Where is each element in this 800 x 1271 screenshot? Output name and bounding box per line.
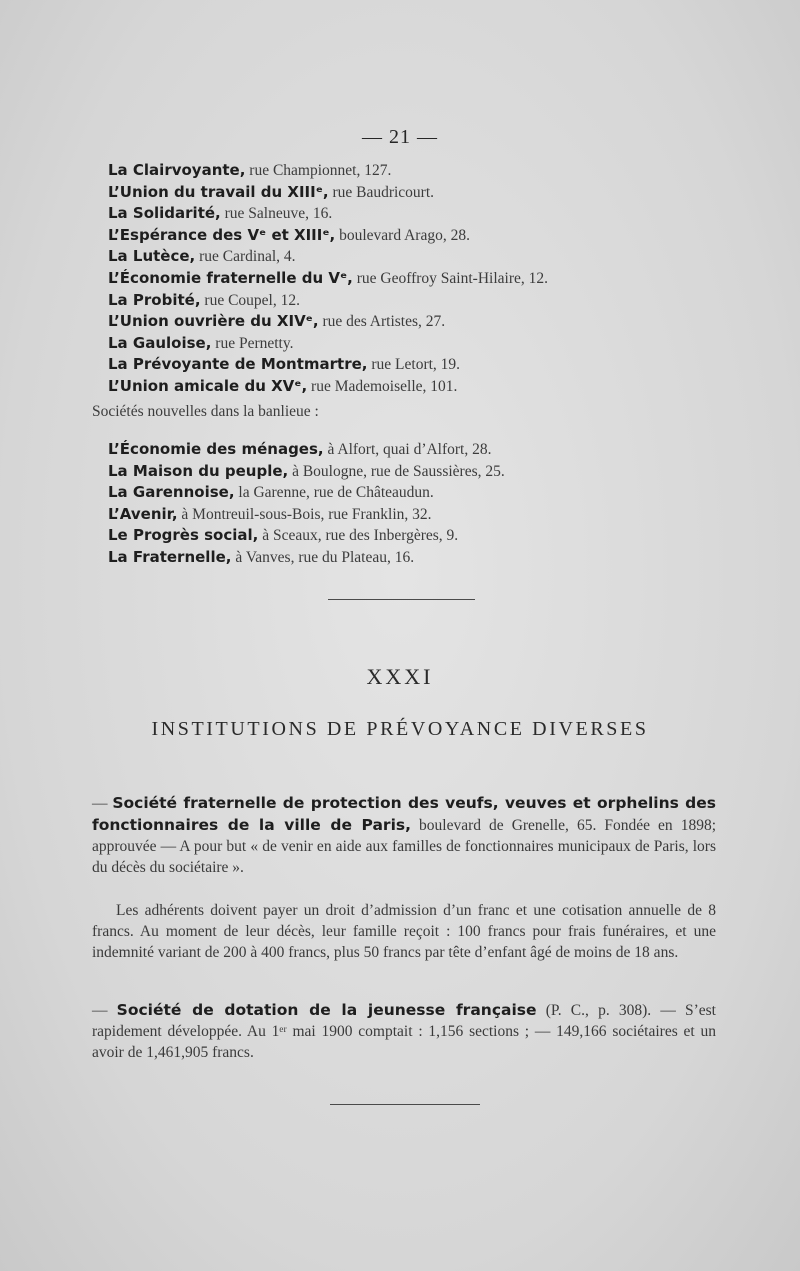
list-item bbox=[108, 547, 748, 569]
society-address: à Montreuil-sous-Bois, rue Franklin, 32. bbox=[177, 505, 432, 523]
society-name: L’Union amicale du XVᵉ, bbox=[108, 376, 308, 395]
list-item bbox=[108, 182, 748, 204]
society-name: L’Espérance des Vᵉ et XIIIᵉ, bbox=[108, 225, 336, 244]
society-address: boulevard Arago, 28. bbox=[335, 226, 470, 244]
paragraph-text: (P. C., p. 308). — S’est rapidement développée. Au 1ᵉʳ mai 1900 comptait : 1,156 sections ; — 149,166 sociétaires et un avoir de 1,461,905 francs. bbox=[92, 1002, 716, 1061]
society-address: à Sceaux, rue des Inbergères, 9. bbox=[258, 527, 459, 545]
societies-list-suburbs bbox=[108, 439, 748, 569]
society-name: L’Avenir, bbox=[108, 504, 178, 523]
list-item bbox=[108, 160, 748, 182]
society-name: La Probité, bbox=[108, 290, 201, 309]
divider bbox=[330, 1104, 480, 1105]
paragraph-societe-fraternelle bbox=[92, 793, 716, 879]
list-item bbox=[108, 504, 748, 526]
suburbs-intro: Sociétés nouvelles dans la banlieue : bbox=[92, 403, 319, 420]
society-address: rue Coupel, 12. bbox=[200, 291, 300, 309]
paragraph-text: boulevard de Grenelle, 65. Fondée en 1898; approuvée — A pour but « de venir en aide aux familles de fonctionnaires municipaux de Paris, lors du décès du sociétaire ». bbox=[92, 816, 716, 876]
society-name: La Clairvoyante, bbox=[108, 161, 246, 179]
section-number: XXXI bbox=[366, 664, 434, 689]
list-item bbox=[108, 225, 748, 247]
society-address: rue Letort, 19. bbox=[367, 356, 461, 374]
society-name: La Garennoise, bbox=[108, 483, 235, 502]
list-item bbox=[108, 333, 748, 355]
paragraph-societe-dotation bbox=[92, 1000, 716, 1064]
society-name: La Prévoyante de Montmartre, bbox=[108, 355, 368, 374]
list-item bbox=[108, 311, 748, 333]
society-address: rue Cardinal, 4. bbox=[195, 248, 296, 266]
society-name: La Fraternelle, bbox=[108, 547, 232, 566]
society-address: à Alfort, quai d’Alfort, 28. bbox=[323, 441, 492, 458]
society-address: à Boulogne, rue de Saussières, 25. bbox=[288, 462, 505, 480]
society-name: L’Économie des ménages, bbox=[108, 440, 324, 458]
society-address: la Garenne, rue de Châteaudun. bbox=[234, 484, 434, 502]
list-item bbox=[108, 203, 748, 225]
section-title: INSTITUTIONS DE PRÉVOYANCE DIVERSES bbox=[151, 718, 649, 740]
paragraph-adherents: Les adhérents doivent payer un droit d’admission d’un franc et une cotisation annuelle de 8 francs. Au moment de leur décès, leur famille reçoit : 100 francs pour frais funéraires, et une indemnité variant de 200 à 400 francs, plus 50 francs par tête d’enfant âgé de moins de 18 ans. bbox=[92, 902, 716, 961]
society-address: rue Championnet, 127. bbox=[245, 162, 392, 179]
society-name: L’Économie fraternelle du Vᵉ, bbox=[108, 268, 353, 287]
society-name: L’Union ouvrière du XIVᵉ, bbox=[108, 312, 319, 331]
list-item bbox=[108, 525, 748, 547]
society-name: Le Progrès social, bbox=[108, 526, 259, 545]
list-item bbox=[108, 268, 748, 290]
em-dash: — bbox=[92, 795, 113, 812]
society-name: La Maison du peuple, bbox=[108, 461, 289, 480]
society-address: rue Mademoiselle, 101. bbox=[307, 377, 458, 395]
society-name: L’Union du travail du XIIIᵉ, bbox=[108, 182, 329, 201]
list-item bbox=[108, 482, 748, 504]
societies-list-paris bbox=[108, 160, 748, 398]
em-dash: — bbox=[92, 1002, 117, 1019]
list-item bbox=[108, 461, 748, 483]
list-item bbox=[108, 246, 748, 268]
list-item bbox=[108, 376, 748, 398]
society-address: rue Baudricourt. bbox=[328, 183, 435, 201]
society-address: rue des Artistes, 27. bbox=[318, 313, 446, 331]
society-address: à Vanves, rue du Plateau, 16. bbox=[231, 548, 415, 566]
list-item bbox=[108, 439, 748, 461]
list-item bbox=[108, 290, 748, 312]
divider bbox=[328, 599, 475, 600]
society-address: rue Pernetty. bbox=[211, 334, 294, 352]
society-name: La Solidarité, bbox=[108, 204, 221, 223]
page-number: — 21 — bbox=[362, 126, 438, 148]
society-heading: Société fraternelle de protection des veufs, veuves et orphelins des fonctionnaires de la ville de Paris, bbox=[92, 794, 717, 834]
list-item bbox=[108, 354, 748, 376]
society-name: La Gauloise, bbox=[108, 333, 212, 352]
society-name: La Lutèce, bbox=[108, 247, 196, 266]
society-address: rue Geoffroy Saint-Hilaire, 12. bbox=[352, 269, 548, 287]
society-address: rue Salneuve, 16. bbox=[220, 205, 333, 223]
society-heading: Société de dotation de la jeunesse française bbox=[116, 1001, 537, 1019]
